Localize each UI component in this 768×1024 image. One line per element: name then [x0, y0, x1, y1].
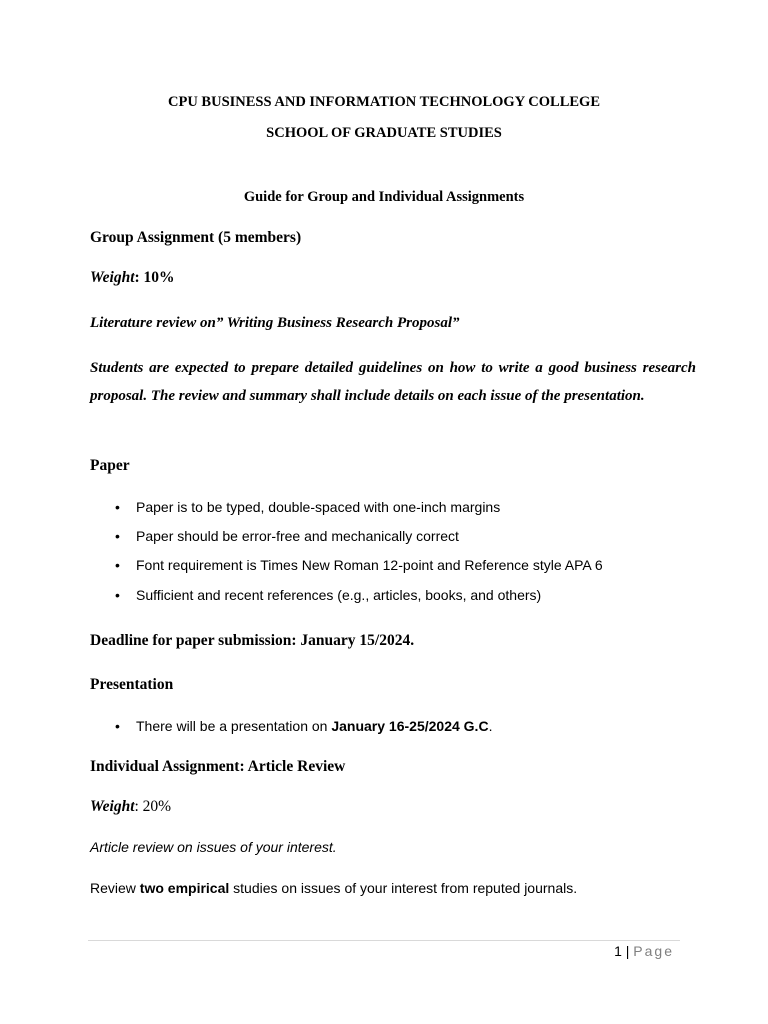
- bullet-icon: •: [115, 528, 120, 544]
- individual-weight-label: Weight: [90, 798, 135, 815]
- review-prefix: Review: [90, 880, 140, 896]
- page-number: 1: [614, 943, 622, 959]
- review-bold: two empirical: [139, 880, 230, 896]
- presentation-heading: Presentation: [90, 676, 174, 693]
- deadline: Deadline for paper submission: January 15/2024.: [90, 632, 415, 649]
- college-name: CPU BUSINESS AND INFORMATION TECHNOLOGY COLLEGE: [168, 94, 600, 110]
- school-name: SCHOOL OF GRADUATE STUDIES: [266, 125, 502, 141]
- presentation-suffix: .: [488, 718, 493, 734]
- presentation-prefix: There will be a presentation on: [136, 718, 332, 734]
- group-topic: Literature review on” Writing Business Research Proposal”: [90, 315, 460, 331]
- group-weight-label: Weight: [90, 269, 135, 286]
- paper-heading: Paper: [90, 457, 130, 474]
- group-assignment-heading: Group Assignment (5 members): [90, 229, 302, 246]
- presentation-date: January 16-25/2024 G.C: [331, 718, 489, 734]
- individual-topic: Article review on issues of your interest.: [90, 839, 337, 855]
- review-instruction: [90, 880, 577, 896]
- bullet-icon: •: [115, 557, 120, 573]
- bullet-icon: •: [115, 499, 120, 515]
- bullet-icon: •: [115, 718, 120, 734]
- presentation-item: [136, 718, 492, 734]
- list-item: Font requirement is Times New Roman 12-point and Reference style APA 6: [136, 557, 603, 573]
- review-suffix: studies on issues of your interest from reputed journals.: [229, 880, 578, 896]
- individual-assignment-heading: Individual Assignment: Article Review: [90, 758, 346, 775]
- page-footer: [614, 943, 674, 959]
- bullet-icon: •: [115, 587, 120, 603]
- list-item: Sufficient and recent references (e.g., articles, books, and others): [136, 587, 542, 603]
- footer-divider: [88, 940, 680, 941]
- group-weight-value: : 10%: [134, 269, 175, 286]
- individual-weight: [90, 798, 171, 816]
- individual-weight-value: : 20%: [134, 798, 172, 815]
- page-separator: |: [621, 943, 634, 959]
- group-description: Students are expected to prepare detailed guidelines on how to write a good business research proposal. The review and summary shall include details on each issue of the presentation.: [90, 360, 696, 404]
- guide-title: Guide for Group and Individual Assignments: [243, 189, 525, 205]
- list-item: Paper should be error-free and mechanically correct: [136, 528, 459, 544]
- list-item: Paper is to be typed, double-spaced with one-inch margins: [136, 499, 501, 515]
- page-label: Page: [633, 943, 674, 959]
- group-weight: [90, 269, 175, 287]
